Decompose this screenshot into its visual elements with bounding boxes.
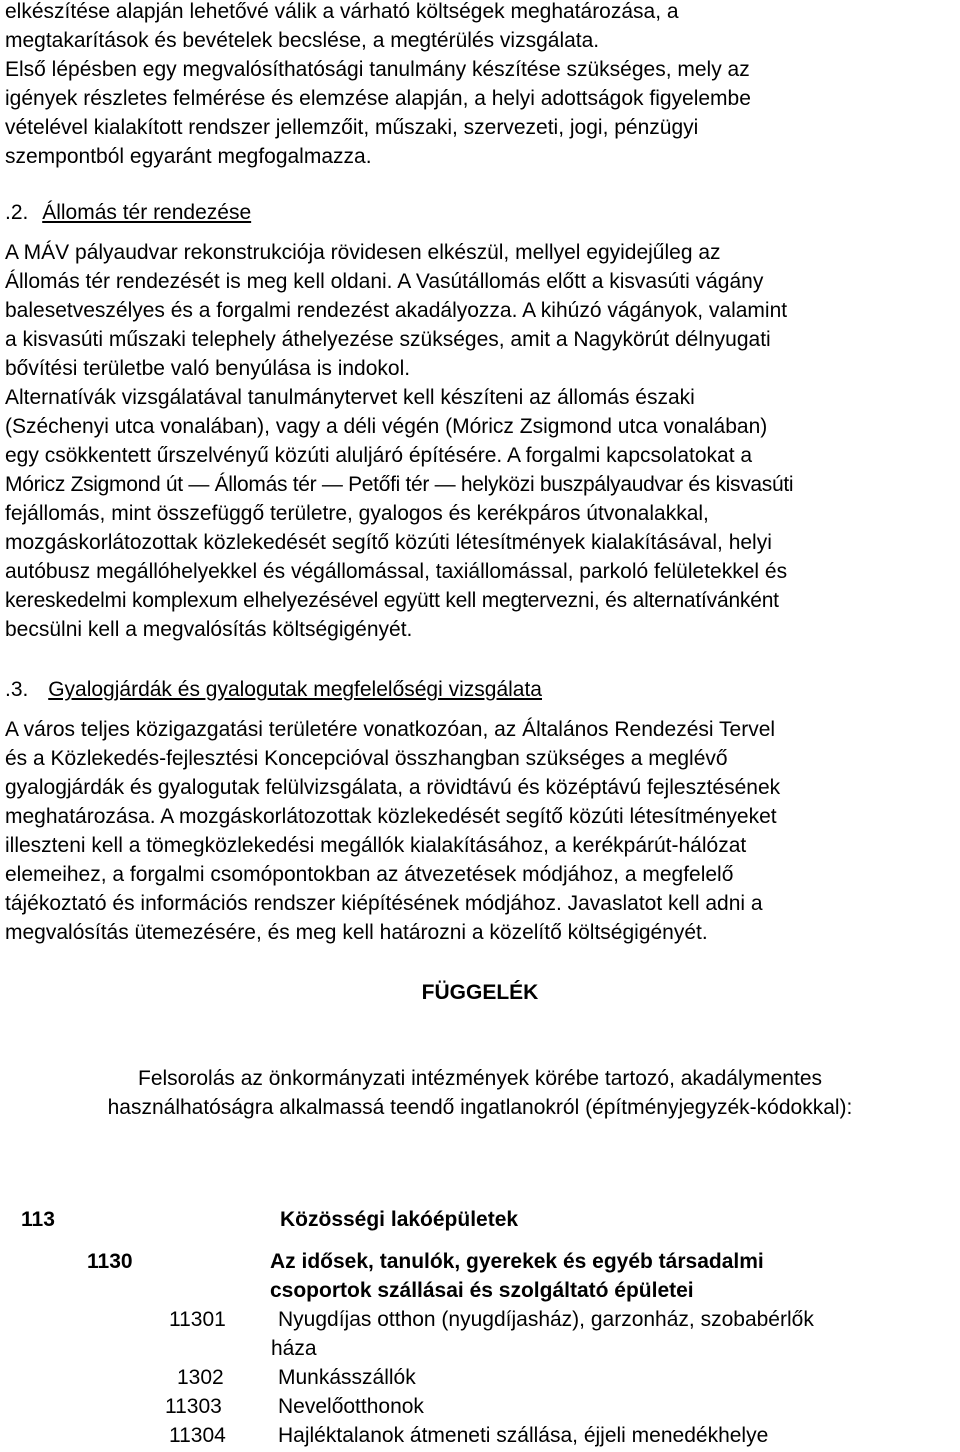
section-heading-2 <box>5 198 251 227</box>
text-line: A MÁV pályaudvar rekonstrukciója rövidesen elkészül, mellyel egyidejűleg az <box>5 241 721 264</box>
text-line: Állomás tér rendezését is meg kell oldani. A Vasútállomás előtt a kisvasúti vágány <box>5 270 764 293</box>
code-11303-code: 11303 <box>165 1395 222 1418</box>
text-line: (Széchenyi utca vonalában), vagy a déli végén (Móricz Zsigmond utca vonalában) <box>5 415 768 438</box>
code-11301-label-line2: háza <box>271 1337 317 1360</box>
text-line: megvalósítás ütemezésére, és meg kell határozni a közelítő költségigényét. <box>5 921 708 944</box>
text-line: elkészítése alapján lehetővé válik a várható költségek meghatározása, a <box>5 0 679 23</box>
section-number: .3. <box>5 678 29 701</box>
code-11301-label-line1: Nyugdíjas otthon (nyugdíjasház), garzonház, szobabérlők <box>278 1308 814 1331</box>
text-line: becsülni kell a megvalósítás költségigényét. <box>5 618 413 641</box>
paragraph-station-square <box>5 238 955 644</box>
text-line: igények részletes felmérése és elemzése alapján, a helyi adottságok figyelembe <box>5 87 751 110</box>
code-11304-label: Hajléktalanok átmeneti szállása, éjjeli menedékhelye <box>278 1424 769 1447</box>
text-line: illeszteni kell a tömegközlekedési megállók kialakításához, a kerékpárút-hálózat <box>5 834 747 857</box>
text-line: Móricz Zsigmond út — Állomás tér — Petőfi tér — helyközi buszpályaudvar és kisvasúti <box>5 473 794 496</box>
text-line: elemeihez, a forgalmi csomópontokban az átvezetések módjához, a megfelelő <box>5 863 734 886</box>
text-line: tájékoztató és információs rendszer kiépítésének módjához. Javaslatot kell adni a <box>5 892 763 915</box>
paragraph-feasibility <box>5 0 955 171</box>
code-113-label: Közösségi lakóépületek <box>280 1208 519 1231</box>
section-number: .2. <box>5 201 29 224</box>
code-1302-label: Munkásszállók <box>278 1366 416 1389</box>
text-line: mozgáskorlátozottak közlekedését segítő közúti létesítmények kialakításával, helyi <box>5 531 772 554</box>
section-heading-3 <box>5 675 542 704</box>
text-line: vételével kialakított rendszer jellemzőit, műszaki, szervezeti, jogi, pénzügyi <box>5 116 699 139</box>
code-11304-code: 11304 <box>169 1424 226 1447</box>
text-line: gyalogjárdák és gyalogutak felülvizsgálata, a rövidtávú és középtávú fejlesztésének <box>5 776 781 799</box>
code-11301-code: 11301 <box>169 1308 226 1331</box>
text-line: Felsorolás az önkormányzati intézmények körébe tartozó, akadálymentes <box>138 1067 822 1090</box>
code-1130-label-line2: csoportok szállásai és szolgáltató épületei <box>270 1279 694 1302</box>
text-line: a kisvasúti műszaki telephely áthelyezése szükséges, amit a Nagykörút délnyugati <box>5 328 771 351</box>
text-line: Első lépésben egy megvalósíthatósági tanulmány készítése szükséges, mely az <box>5 58 750 81</box>
text-line: autóbusz megállóhelyekkel és végállomással, taxiállomással, parkoló felületekkel és <box>5 560 788 583</box>
appendix-intro <box>5 1064 955 1122</box>
code-1302-code: 1302 <box>177 1366 224 1389</box>
text-line: balesetveszélyes és a forgalmi rendezést akadályozza. A kihúzó vágányok, valamint <box>5 299 788 322</box>
section-title: Állomás tér rendezése <box>42 201 252 224</box>
text-line: A város teljes közigazgatási területére vonatkozóan, az Általános Rendezési Tervel <box>5 718 776 741</box>
text-line: meghatározása. A mozgáskorlátozottak közlekedését segítő közúti létesítményeket <box>5 805 777 828</box>
text-line: fejállomás, mint összefüggő területre, gyalogos és kerékpáros útvonalakkal, <box>5 502 709 525</box>
paragraph-sidewalks <box>5 715 955 947</box>
text-line: és a Közlekedés-fejlesztési Koncepcióval összhangban szükséges a meglévő <box>5 747 728 770</box>
code-11303-label: Nevelőotthonok <box>278 1395 424 1418</box>
code-1130-label-line1: Az idősek, tanulók, gyerekek és egyéb társadalmi <box>270 1250 764 1273</box>
text-line: Alternatívák vizsgálatával tanulmánytervet kell készíteni az állomás északi <box>5 386 695 409</box>
text-line: bővítési területbe való benyúlása is indokol. <box>5 357 411 380</box>
text-line: használhatóságra alkalmassá teendő ingatlanokról (építményjegyzék-kódokkal): <box>107 1096 853 1119</box>
text-line: megtakarítások és bevételek becslése, a megtérülés vizsgálata. <box>5 29 600 52</box>
code-1130-code: 1130 <box>87 1250 133 1273</box>
appendix-title: FÜGGELÉK <box>421 981 539 1004</box>
text-line: egy csökkentett űrszelvényű közúti aluljáró építésére. A forgalmi kapcsolatokat a <box>5 444 753 467</box>
section-title: Gyalogjárdák és gyalogutak megfelelőségi vizsgálata <box>48 678 542 701</box>
code-113-code: 113 <box>21 1208 55 1231</box>
text-line: szempontból egyaránt megfogalmazza. <box>5 145 372 168</box>
text-line: kereskedelmi komplexum elhelyezésével együtt kell megtervezni, és alternatívánként <box>5 589 779 612</box>
